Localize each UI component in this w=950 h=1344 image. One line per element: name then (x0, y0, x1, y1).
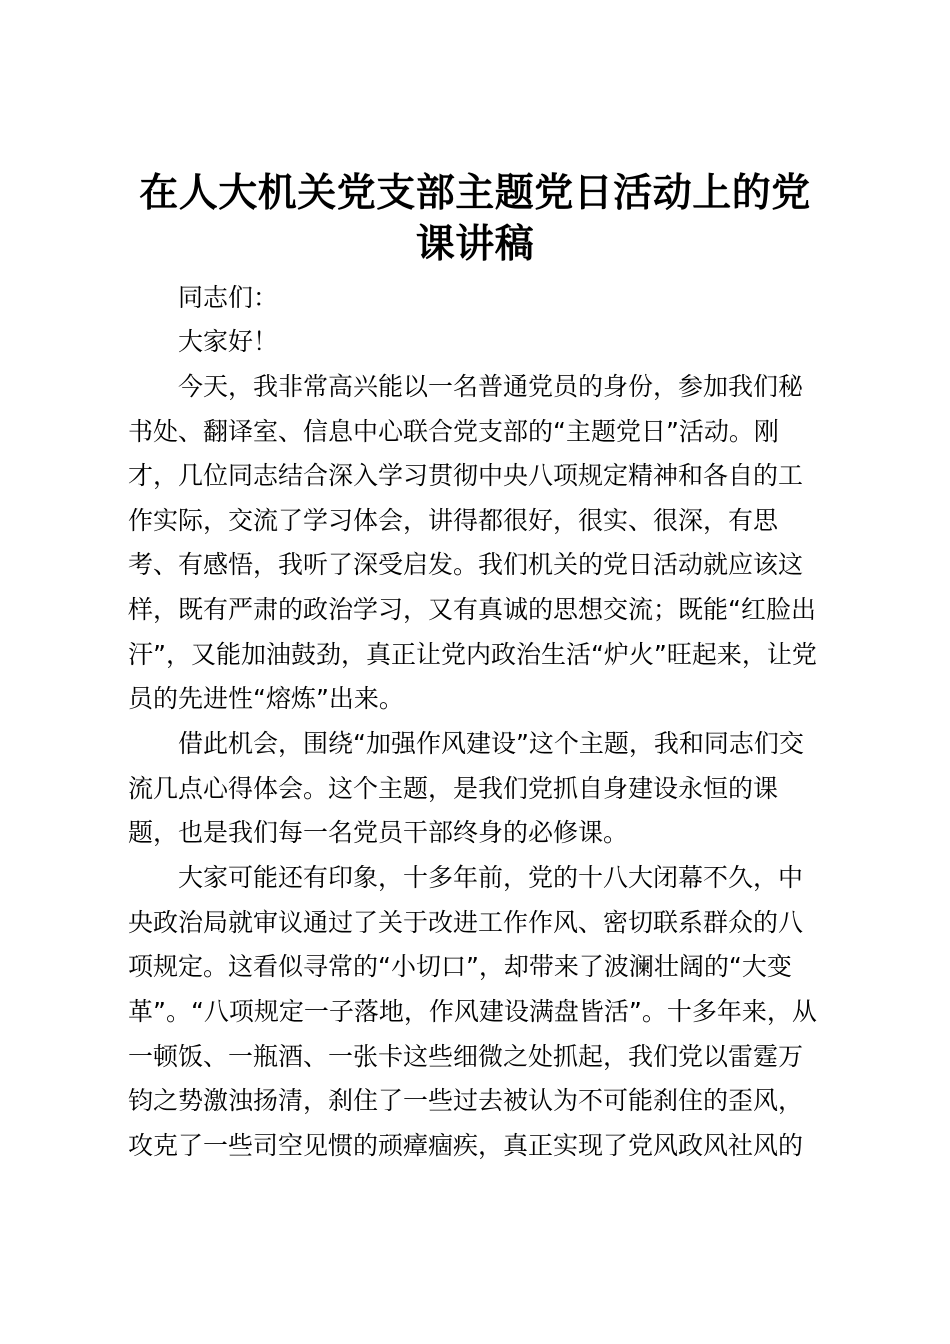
greeting: 大家好！ (178, 327, 279, 356)
document-title-line-1: 在人大机关党支部主题党日活动上的党 (139, 171, 811, 216)
paragraph-3-line-2: 央政治局就审议通过了关于改进工作作风、密切联系群众的八 (128, 908, 804, 937)
paragraph-1-line-2: 书处、翻译室、信息中心联合党支部的“主题党日”活动。刚 (128, 417, 779, 446)
paragraph-1-line-3: 才，几位同志结合深入学习贯彻中央八项规定精神和各自的工 (128, 461, 804, 490)
document-title-line-2: 课讲稿 (415, 222, 535, 267)
paragraph-1-line-1: 今天，我非常高兴能以一名普通党员的身份，参加我们秘 (178, 372, 804, 401)
paragraph-3-line-1: 大家可能还有印象，十多年前，党的十八大闭幕不久，中 (178, 863, 804, 892)
paragraph-1-line-6: 样，既有严肃的政治学习，又有真诚的思想交流；既能“红脸出 (128, 595, 816, 624)
salutation: 同志们： (178, 283, 279, 312)
paragraph-1-line-4: 作实际，交流了学习体会，讲得都很好，很实、很深，有思 (128, 506, 779, 535)
paragraph-3-line-4: 革”。“八项规定一子落地，作风建设满盘皆活”。十多年来，从 (128, 997, 817, 1026)
paragraph-2-line-1: 借此机会，围绕“加强作风建设”这个主题，我和同志们交 (178, 729, 804, 758)
paragraph-1-line-8: 员的先进性“熔炼”出来。 (128, 684, 404, 713)
paragraph-2-line-3: 题，也是我们每一名党员干部终身的必修课。 (128, 818, 629, 847)
paragraph-3-line-5: 一顿饭、一瓶酒、一张卡这些细微之处抓起，我们党以雷霆万 (128, 1042, 804, 1071)
paragraph-3-line-3: 项规定。这看似寻常的“小切口”，却带来了波澜壮阔的“大变 (128, 952, 792, 981)
paragraph-2-line-2: 流几点心得体会。这个主题，是我们党抓自身建设永恒的课 (128, 774, 779, 803)
paragraph-3-line-7: 攻克了一些司空见惯的顽瘴痼疾，真正实现了党风政风社风的 (128, 1131, 804, 1160)
paragraph-1-line-7: 汗”，又能加油鼓劲，真正让党内政治生活“炉火”旺起来，让党 (128, 640, 817, 669)
paragraph-3-line-6: 钧之势激浊扬清，刹住了一些过去被认为不可能刹住的歪风， (128, 1086, 804, 1115)
paragraph-1-line-5: 考、有感悟，我听了深受启发。我们机关的党日活动就应该这 (128, 550, 804, 579)
